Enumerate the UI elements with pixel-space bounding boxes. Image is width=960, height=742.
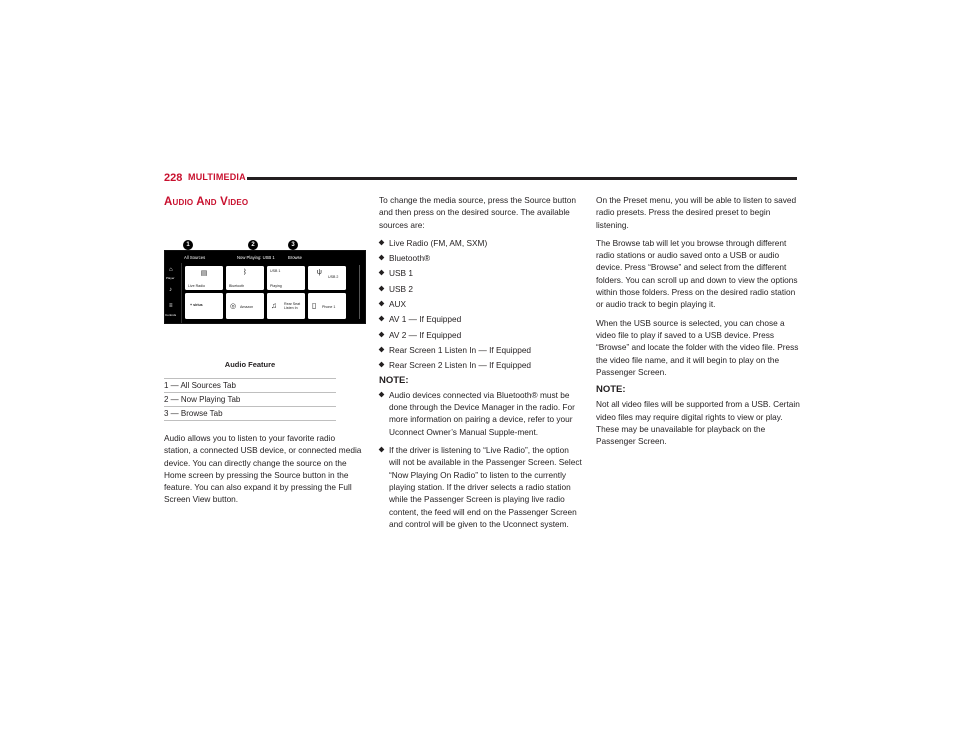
controls-icon[interactable]: ≡ xyxy=(169,303,173,309)
bluetooth-icon: ᛒ xyxy=(242,269,248,276)
list-item: Rear Screen 2 Listen In — If Equipped xyxy=(379,359,582,371)
callout-marker-2: 2 xyxy=(248,240,258,250)
playing-indicator: Playing xyxy=(270,284,282,288)
tile-live-radio[interactable]: ▤ Live Radio xyxy=(185,266,223,290)
list-item: USB 1 xyxy=(379,267,582,279)
callout-marker-3: 3 xyxy=(288,240,298,250)
music-note-icon[interactable]: ♪ xyxy=(169,287,172,293)
phone-icon: ▯ xyxy=(312,301,317,310)
section-header: MULTIMEDIA xyxy=(188,172,246,182)
amazon-icon: ◎ xyxy=(230,303,237,310)
callout-marker-1: 1 xyxy=(183,240,193,250)
tab-now-playing[interactable]: Now Playing: USB 1 xyxy=(237,255,275,260)
radio-icon: ▤ xyxy=(200,270,208,277)
tile-amazon[interactable]: ◎ Amazon xyxy=(226,293,264,319)
paragraph: On the Preset menu, you will be able to listen to saved radio presets. Press the desired preset to begin listening. xyxy=(596,195,797,230)
column-3-text xyxy=(596,194,800,454)
tile-usb-2[interactable]: ψ USB 2 xyxy=(308,266,346,290)
list-item: Rear Screen 1 Listen In — If Equipped xyxy=(379,344,582,356)
list-item: Audio devices connected via Bluetooth® must be done through the Device Manager in the radio. For more information on pairing a device, refer to your Uconnect Owner’s Manual Supple-ment. xyxy=(379,389,582,438)
source-list xyxy=(379,237,582,372)
legend-item: 3 — Browse Tab xyxy=(164,406,336,421)
tab-browse[interactable]: Browse xyxy=(288,255,302,260)
screen-tab-bar xyxy=(165,251,365,263)
list-item: AUX xyxy=(379,298,582,310)
list-item: Bluetooth® xyxy=(379,252,582,264)
sidebar-label-player: Player xyxy=(166,276,175,280)
tab-all-sources[interactable]: All Sources xyxy=(184,255,206,260)
tile-usb-1[interactable]: USB 1 Playing xyxy=(267,266,305,290)
tile-rear-seat-listen-in[interactable]: ♫ Rear Seat Listen In xyxy=(267,293,305,319)
sidebar-label-controls: Controls xyxy=(165,313,177,317)
music-note-icon: ♫ xyxy=(271,301,277,310)
list-item: If the driver is listening to “Live Radio”, the option will not be available in the Passenger Screen. Select “Now Playing On Radio” to listen to the currently playing station. If the driver selects a radio station while the Passenger Screen is playing live radio content, the feed will end on the Passenger Screen and control will be given to the Uconnect system. xyxy=(379,444,582,530)
usb-icon: ψ xyxy=(316,269,322,276)
note-label: NOTE: xyxy=(379,374,409,386)
list-item: USB 2 xyxy=(379,283,582,295)
paragraph: To change the media source, press the Source button and then press on the desired source. The available sources are: xyxy=(379,195,576,230)
home-icon[interactable]: ⌂ xyxy=(169,267,173,273)
figure-caption: Audio Feature xyxy=(224,360,276,369)
section-title: Audio And Video xyxy=(164,196,249,208)
list-item: Live Radio (FM, AM, SXM) xyxy=(379,237,582,249)
column-2-text xyxy=(379,194,582,536)
tile-bluetooth[interactable]: ᛒ Bluetooth xyxy=(226,266,264,290)
legend-item: 2 — Now Playing Tab xyxy=(164,392,336,406)
column-1-text xyxy=(164,432,364,512)
paragraph: The Browse tab will let you browse through different radio stations or audio saved onto a USB or audio device. Press “Browse” and select from the different folders. You can scroll up and down to view the options within those folders. Press on the desired radio station or audio track to begin playing it. xyxy=(596,237,798,310)
screen-sidebar xyxy=(165,263,182,323)
note-text: Not all video files will be supported from a USB. Certain video files may require digital rights to view or play. These may be unavailable for playback on the Passenger Screen. xyxy=(596,399,800,447)
figure-legend xyxy=(164,378,336,421)
page-number: 228 xyxy=(164,172,183,184)
tile-phone-1[interactable]: ▯ Phone 1 xyxy=(308,293,346,319)
note-label: NOTE: xyxy=(596,384,626,396)
tile-siriusxm[interactable] xyxy=(185,293,223,319)
screen-scrollbar[interactable] xyxy=(359,265,360,319)
legend-item: 1 — All Sources Tab xyxy=(164,378,336,392)
list-item: AV 2 — If Equipped xyxy=(379,329,582,341)
audio-feature-screen xyxy=(164,250,366,324)
note-list xyxy=(379,389,582,530)
list-item: AV 1 — If Equipped xyxy=(379,313,582,325)
header-rule xyxy=(247,177,797,180)
siriusxm-logo: + sirius xyxy=(190,303,203,307)
paragraph: Audio allows you to listen to your favorite radio station, a connected USB device, or connected media device. You can directly change the source on the Home screen by pressing the Source button in the feature. You can also expand it by pressing the Full Screen View button. xyxy=(164,433,362,505)
paragraph: When the USB source is selected, you can chose a video file to play if saved to a USB device. Press “Browse” and locate the folder with the video file. Press the video file name, and it will begin to play on the Passenger Screen. xyxy=(596,317,799,377)
